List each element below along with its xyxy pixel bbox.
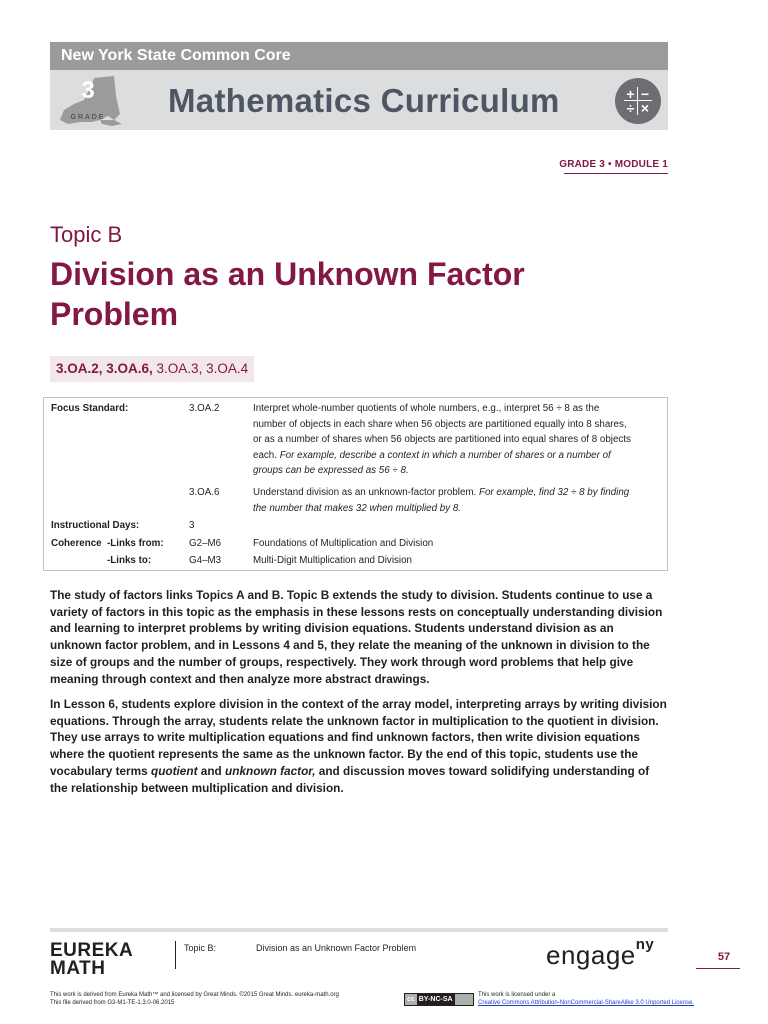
copyright-notice: This work is derived from Eureka Math™ and licensed by Great Minds. ©2015 Great Minds. eureka-math.org This file derived from G3-M1-TE-1.3.0-06.2015 <box>50 992 339 1006</box>
standard-example-2: For example, find 32 ÷ 8 by finding the number that makes 32 when multiplied by 8. <box>253 487 630 514</box>
engageny-logo: engage$^{ny}$ <box>546 936 655 970</box>
minus-icon: − <box>638 87 652 101</box>
standard-text-1: Interpret whole-number quotients of whole numbers, e.g., interpret 56 ÷ 8 as the number of objects in each share when 56 objects are partitioned equally into 8 shares, or as a number of shares when 56 objects are partitioned into equal shares of 8 objects each. For example, describe a context in which a number of shares or a number of groups can be expressed as 56 ÷ 8. <box>253 403 631 476</box>
math-operations-icon <box>615 78 661 124</box>
topic-label: Topic B <box>50 222 123 247</box>
grade-number: 3 <box>81 77 95 104</box>
footer-topic-title: Division as an Unknown Factor Problem <box>256 943 417 953</box>
banner-top-title: New York State Common Core <box>50 42 668 70</box>
standard-code-2: 3.OA.6 <box>189 487 220 498</box>
license-notice: This work is licensed under a Creative Commons Attribution-NonCommercial-ShareAlike 3.0 Unported License. <box>478 992 695 1006</box>
topic-info-table <box>43 397 668 571</box>
times-icon: × <box>640 100 650 116</box>
body-paragraph-1: The study of factors links Topics A and B. Topic B extends the study to division. Students continue to use a variety of factors in this topic as the emphasis in these lessons rests on conceptually understanding division and learning to interpret problems by writing division equations. Students understand division as an unknown factor problem, and in Lessons 4 and 5, they relate the meaning of the unknown in division to the size of groups and the number of groups, respectively. They work through word problems that help give meaning through context and then analyze more abstract drawings. <box>50 588 663 686</box>
links-to-text: Multi-Digit Multiplication and Division <box>253 555 412 566</box>
curriculum-banner <box>50 42 668 130</box>
focus-standard-label: Focus Standard: <box>51 403 129 414</box>
license-link[interactable]: Creative Commons Attribution-NonCommercial-ShareAlike 3.0 Unported License. <box>478 1000 695 1006</box>
page-number: 57 <box>717 951 731 963</box>
standard-text-2: Understand division as an unknown-factor problem. For example, find 32 ÷ 8 by finding the number that makes 32 when multiplied by 8. <box>253 487 630 514</box>
coherence-label: Coherence <box>51 538 102 549</box>
curriculum-title: Mathematics Curriculum <box>168 82 560 119</box>
links-from-code: G2–M6 <box>189 538 222 549</box>
links-from-label: -Links from: <box>107 538 164 549</box>
links-from-text: Foundations of Multiplication and Division <box>253 538 434 549</box>
page-number-rule <box>696 968 740 969</box>
standard-example-1: For example, describe a context in which a number of shares or a number of groups can be expressed as 56 ÷ 8. <box>253 449 611 476</box>
standard-code-1: 3.OA.2 <box>189 403 220 414</box>
module-rule <box>564 173 668 174</box>
links-to-code: G4–M3 <box>189 555 222 566</box>
standards-bold: 3.OA.2, 3.OA.6, <box>56 361 153 376</box>
term-quotient: quotient <box>150 763 198 778</box>
eureka-math-logo: EUREKA MATH <box>50 940 134 979</box>
module-label: GRADE 3 • MODULE 1 <box>559 159 668 170</box>
body-paragraph-2: In Lesson 6, students explore division in the context of the array model, interpreting arrays by writing division equations. Through the array, students relate the unknown factor in multiplication to the quotient in division. They use arrays to write multiplication equations and find unknown factors, then write division equations where the quotient represents the same as the unknown factor. By the end of this topic, students use the vocabulary terms quotient and unknown factor, and discussion moves toward solidifying understanding of the relationship between multiplication and division. <box>50 697 667 795</box>
footer-divider <box>175 941 176 969</box>
creative-commons-badge[interactable]: cc BY-NC-SA <box>404 993 474 1006</box>
plus-icon: + <box>624 87 638 101</box>
banner-bottom <box>50 70 668 130</box>
instructional-days-label: Instructional Days: <box>51 520 140 531</box>
footer-bar <box>50 928 668 932</box>
divide-icon: ÷ <box>624 101 638 115</box>
links-to-label: -Links to: <box>107 555 152 566</box>
standards-regular: 3.OA.3, 3.OA.4 <box>152 361 249 376</box>
term-unknown-factor: unknown factor, <box>225 763 316 778</box>
instructional-days-value: 3 <box>189 520 195 531</box>
topic-title: Division as an Unknown Factor Problem <box>50 256 525 332</box>
standards-list <box>50 356 254 382</box>
grade-word: GRADE <box>70 114 106 121</box>
footer-topic: Topic B: <box>184 943 217 953</box>
